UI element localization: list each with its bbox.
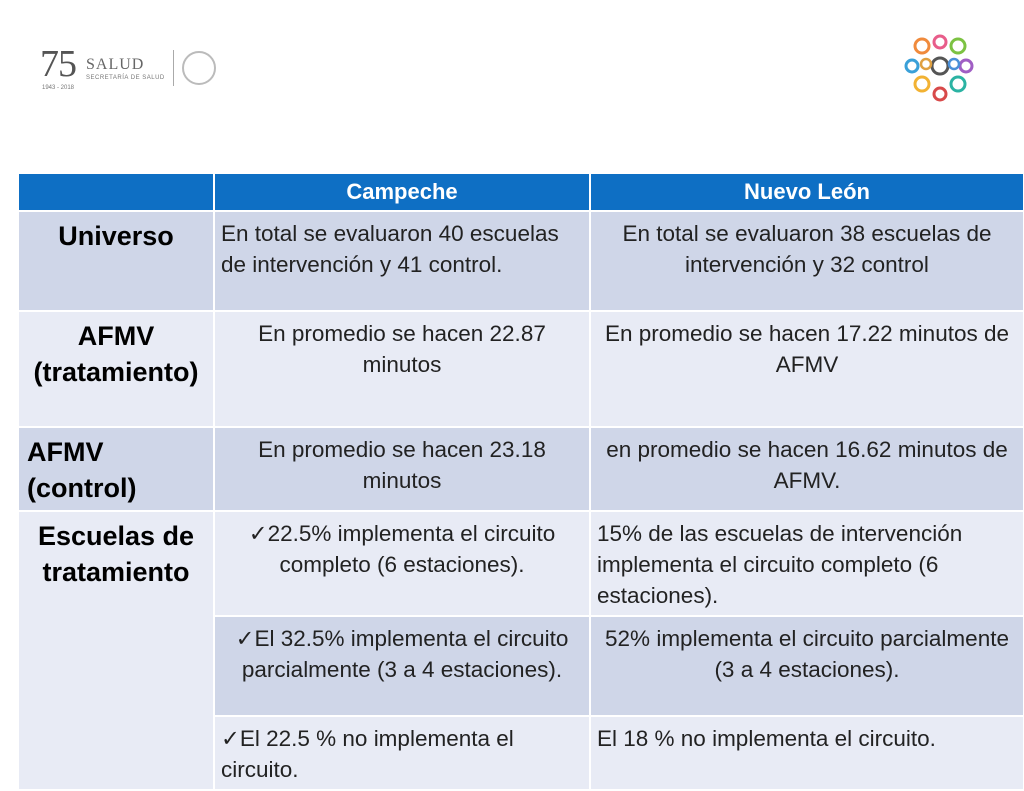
comparison-table bbox=[17, 172, 1024, 791]
anniversary-years: 1943 - 2018 bbox=[41, 85, 75, 91]
salud-title: SALUD bbox=[86, 55, 145, 73]
row-label-universo: Universo bbox=[18, 211, 214, 311]
cell-campeche: ✓El 22.5 % no implementa el circuito. bbox=[214, 716, 590, 790]
cell-campeche: ✓El 32.5% implementa el circuito parcialmente (3 a 4 estaciones). bbox=[214, 616, 590, 716]
table-header-row bbox=[18, 173, 1024, 211]
colored-circles-logo-icon bbox=[900, 32, 980, 104]
anniversary-number: 75 bbox=[40, 43, 76, 85]
cell-nuevo-leon: En total se evaluaron 38 escuelas de intervención y 32 control bbox=[590, 211, 1024, 311]
salud-logo bbox=[40, 44, 216, 92]
secretaria-subtitle: SECRETARÍA DE SALUD bbox=[86, 74, 165, 81]
cell-nuevo-leon: en promedio se hacen 16.62 minutos de AFMV. bbox=[590, 427, 1024, 511]
table-row bbox=[18, 211, 1024, 311]
salud-wordmark bbox=[86, 56, 165, 81]
cell-nuevo-leon: 52% implementa el circuito parcialmente (3 a 4 estaciones). bbox=[590, 616, 1024, 716]
cell-nuevo-leon: En promedio se hacen 17.22 minutos de AFMV bbox=[590, 311, 1024, 427]
cell-campeche: ✓22.5% implementa el circuito completo (6 estaciones). bbox=[214, 511, 590, 616]
national-seal-icon bbox=[182, 51, 216, 85]
anniversary-logo bbox=[40, 45, 76, 91]
row-label-afmv-control: AFMV (control) bbox=[18, 427, 214, 511]
cell-nuevo-leon: 15% de las escuelas de intervención implementa el circuito completo (6 estaciones). bbox=[590, 511, 1024, 616]
header-campeche: Campeche bbox=[214, 173, 590, 211]
header-blank bbox=[18, 173, 214, 211]
cell-campeche: En promedio se hacen 23.18 minutos bbox=[214, 427, 590, 511]
cell-campeche: En total se evaluaron 40 escuelas de intervención y 41 control. bbox=[214, 211, 590, 311]
table-row bbox=[18, 427, 1024, 511]
table-row bbox=[18, 311, 1024, 427]
header-nuevo-leon: Nuevo León bbox=[590, 173, 1024, 211]
cell-nuevo-leon: El 18 % no implementa el circuito. bbox=[590, 716, 1024, 790]
cell-campeche: En promedio se hacen 22.87 minutos bbox=[214, 311, 590, 427]
row-label-escuelas-tratamiento: Escuelas de tratamiento bbox=[18, 511, 214, 790]
logo-divider bbox=[173, 50, 174, 86]
table-row bbox=[18, 511, 1024, 616]
row-label-afmv-tratamiento: AFMV (tratamiento) bbox=[18, 311, 214, 427]
